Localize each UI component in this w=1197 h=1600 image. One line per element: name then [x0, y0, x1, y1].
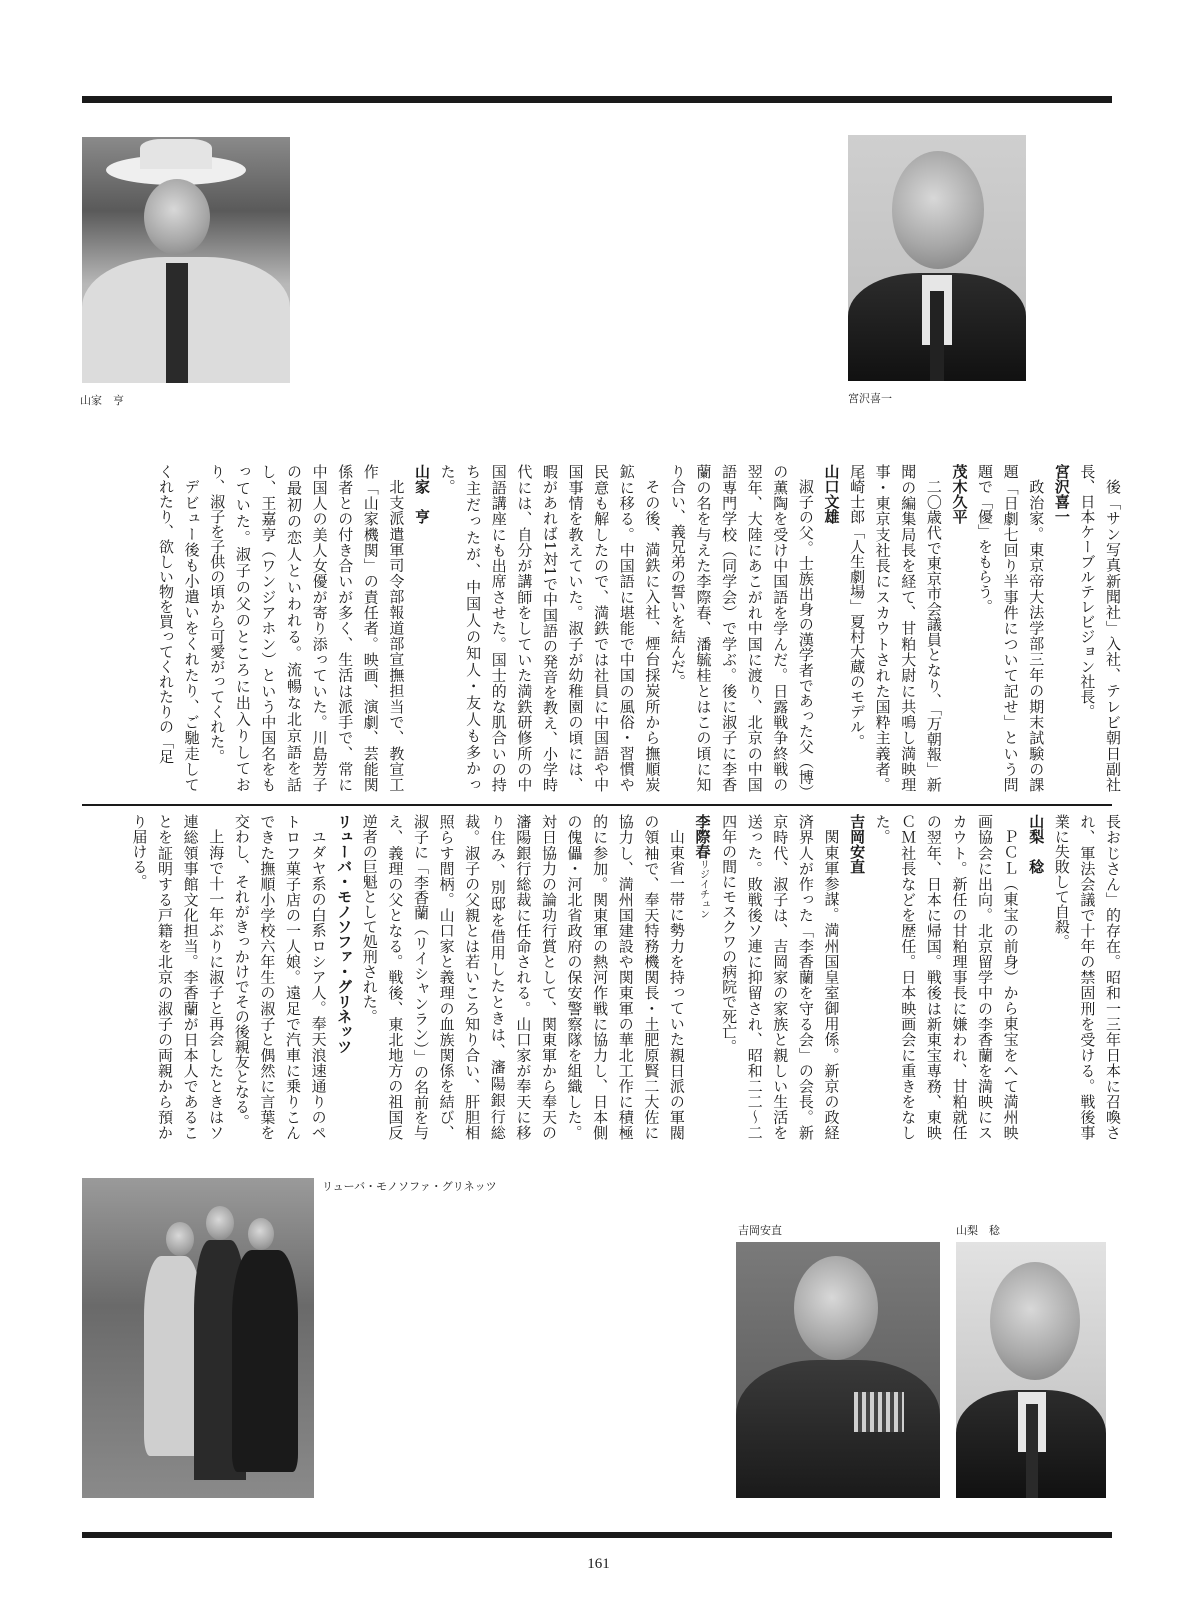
caption-miyazawa: 宮沢喜一	[848, 392, 892, 405]
lower-text-block	[85, 814, 1125, 1140]
paragraph: 北支派遣軍司令部報道部宣撫担当で、教宣工作「山家機関」の責任者。映画、演劇、芸能関係者との付き合いが多く、生活は派手で、常に中国人の美人女優が寄り添っていた。川島芳子の最初の恋人といわれる。流暢な北京語を話し、王嘉亨（ワンジアホン）という中国名をもっていた。淑子の父のところに出入りしており、淑子を子供の頃から可愛がってくれた。	[208, 464, 406, 792]
page-number: 161	[587, 1556, 610, 1572]
photo-grinets	[82, 1178, 314, 1498]
face	[990, 1262, 1080, 1380]
entry-heading-li	[689, 814, 716, 1140]
hat-crown	[140, 139, 212, 169]
face	[144, 179, 210, 255]
paragraph: 後「サン写真新聞社」入社、テレビ朝日副社長、日本ケーブルテレビジョン社長。	[1078, 464, 1122, 792]
paragraph: 政治家。東京帝大法学部三年の期末試験の課題「日劇七回り半事件について記せ」という問題で「優」をもらう。	[976, 464, 1046, 792]
caption-yamanashi: 山梨 稔	[956, 1224, 1000, 1237]
tie	[166, 263, 188, 383]
face	[166, 1222, 194, 1256]
entry-heading-yoshioka: 吉岡安直	[848, 814, 867, 874]
bottom-rule	[82, 1532, 1112, 1538]
upper-text-block	[85, 464, 1125, 792]
tie	[1026, 1404, 1038, 1498]
medals	[854, 1392, 904, 1432]
caption-yamaga: 山家 亨	[80, 394, 124, 407]
entry-heading-yamaguchi: 山口文雄	[822, 464, 841, 524]
photo-yoshioka	[736, 1242, 940, 1498]
caption-grinets: リューバ・モノソファ・グリネッツ	[322, 1180, 497, 1193]
entry-heading-miyazawa: 宮沢喜一	[1052, 464, 1071, 524]
paragraph: 淑子の父。士族出身の漢学者であった父（博）の薫陶を受け中国語を学んだ。日露戦争終戦の翌年、大陸にあこがれ中国に渡り、北京の中国語専門学校（同学会）で学ぶ。後に淑子に李香蘭の名を与えた李際春、潘毓桂とはこの頃に知り合い、義兄弟の誓いを結んだ。	[668, 464, 815, 792]
face	[248, 1218, 274, 1250]
entry-heading-li-reading: リジイチュン	[697, 859, 709, 919]
photo-yamanashi	[956, 1242, 1106, 1498]
paragraph: 二〇歳代で東京市会議員となり、「万朝報」新聞の編集局長を経て、甘粕大尉に共鳴し満映理事・東京支社長にスカウトされた国粋主義者。尾崎士郎「人生劇場」夏村大蔵のモデル。	[848, 464, 943, 792]
entry-heading-mogi: 茂木久平	[950, 464, 969, 524]
top-rule	[82, 96, 1112, 103]
photo-miyazawa	[848, 135, 1026, 381]
paragraph: 上海で十一年ぶりに淑子と再会したときはソ連総領事館文化担当。李香蘭が日本人であることを証明する戸籍を北京の淑子の両親から預かり届ける。	[130, 814, 226, 1140]
paragraph: ＰＣＬ（東宝の前身）から東宝をへて満州映画協会に出向。北京留学中の李香蘭を満映にスカウト。新任の甘粕理事長に嫌われ、甘粕就任の翌年、日本に帰国。戦後は新東宝専務、東映ＣＭ社長などを歴任。日本映画会に重きをなした。	[873, 814, 1020, 1140]
face	[892, 151, 984, 269]
photo-yamaga	[82, 137, 290, 383]
figure-right	[232, 1250, 298, 1472]
uniform	[736, 1360, 940, 1498]
paragraph: デビュー後も小遣いをくれたり、ご馳走してくれたり、欲しい物を買ってくれたりの「足	[157, 464, 201, 792]
entry-heading-yamanashi: 山梨 稔	[1027, 814, 1046, 874]
entry-heading-yamaga: 山家 亨	[412, 464, 431, 524]
entry-heading-grinets: リューバ・モノソファ・グリネッツ	[335, 814, 354, 1054]
tie	[930, 291, 944, 381]
paragraph: 長おじさん」的存在。昭和一三年日本に召喚され、軍法会議で十年の禁固刑を受ける。戦後事業に失敗して自殺。	[1052, 814, 1122, 1140]
face	[206, 1206, 234, 1240]
paragraph: 関東軍参謀。満州国皇室御用係。新京の政経済界人が作った「李香蘭を守る会」の会長。新京時代、淑子は、吉岡家の家族と親しい生活を送った。敗戦後ソ連に抑留され、昭和二二～二四年の間にモスクワの病院で死亡。	[720, 814, 841, 1140]
caption-yoshioka: 吉岡安直	[738, 1224, 782, 1237]
paragraph: 山東省一帯に勢力を持っていた親日派の軍閥の領袖で、奉天特務機関長・土肥原賢二大佐に協力し、満州国建設や関東軍の華北工作に積極的に参加。関東軍の熱河作戦に協力し、日本側の傀儡・河北省政府の保安警察隊を組織した。対日協力の論功行賞として、関東軍から奉天の瀋陽銀行総裁に任命される。山口家が奉天に移り住み、別邸を借用したときは、瀋陽銀行総裁。淑子の父親とは若いころ知り合い、肝胆相照らす間柄。山口家と義理の血族関係を結び、淑子に「李香蘭（リイシャンラン）」の名前を与え、義理の父となる。戦後、東北地方の祖国反逆者の巨魁として処刑された。	[360, 814, 686, 1140]
entry-heading-li-name: 李際春	[693, 814, 712, 859]
paragraph: ユダヤ系の白系ロシア人。奉天浪速通りのペトロフ菓子店の一人娘。遠足で汽車に乗りこんできた撫順小学校六年生の淑子と偶然に言葉を交わし、それがきっかけでその後親友となる。	[232, 814, 328, 1140]
paragraph: その後、満鉄に入社、煙台採炭所から撫順炭鉱に移る。中国語に堪能で中国の風俗・習慣や民意も解したので、満鉄では社員に中国語や中国事情を教えていた。淑子が幼稚園の頃には、暇があれば1対1で中国語の発音を教え、小学時代には、自分が講師をしていた満鉄研修所の中国語講座にも出席させた。国士的な肌合いの持ち主だったが、中国人の知人・友人も多かった。	[438, 464, 662, 792]
middle-rule	[82, 804, 1112, 806]
face	[794, 1256, 878, 1360]
